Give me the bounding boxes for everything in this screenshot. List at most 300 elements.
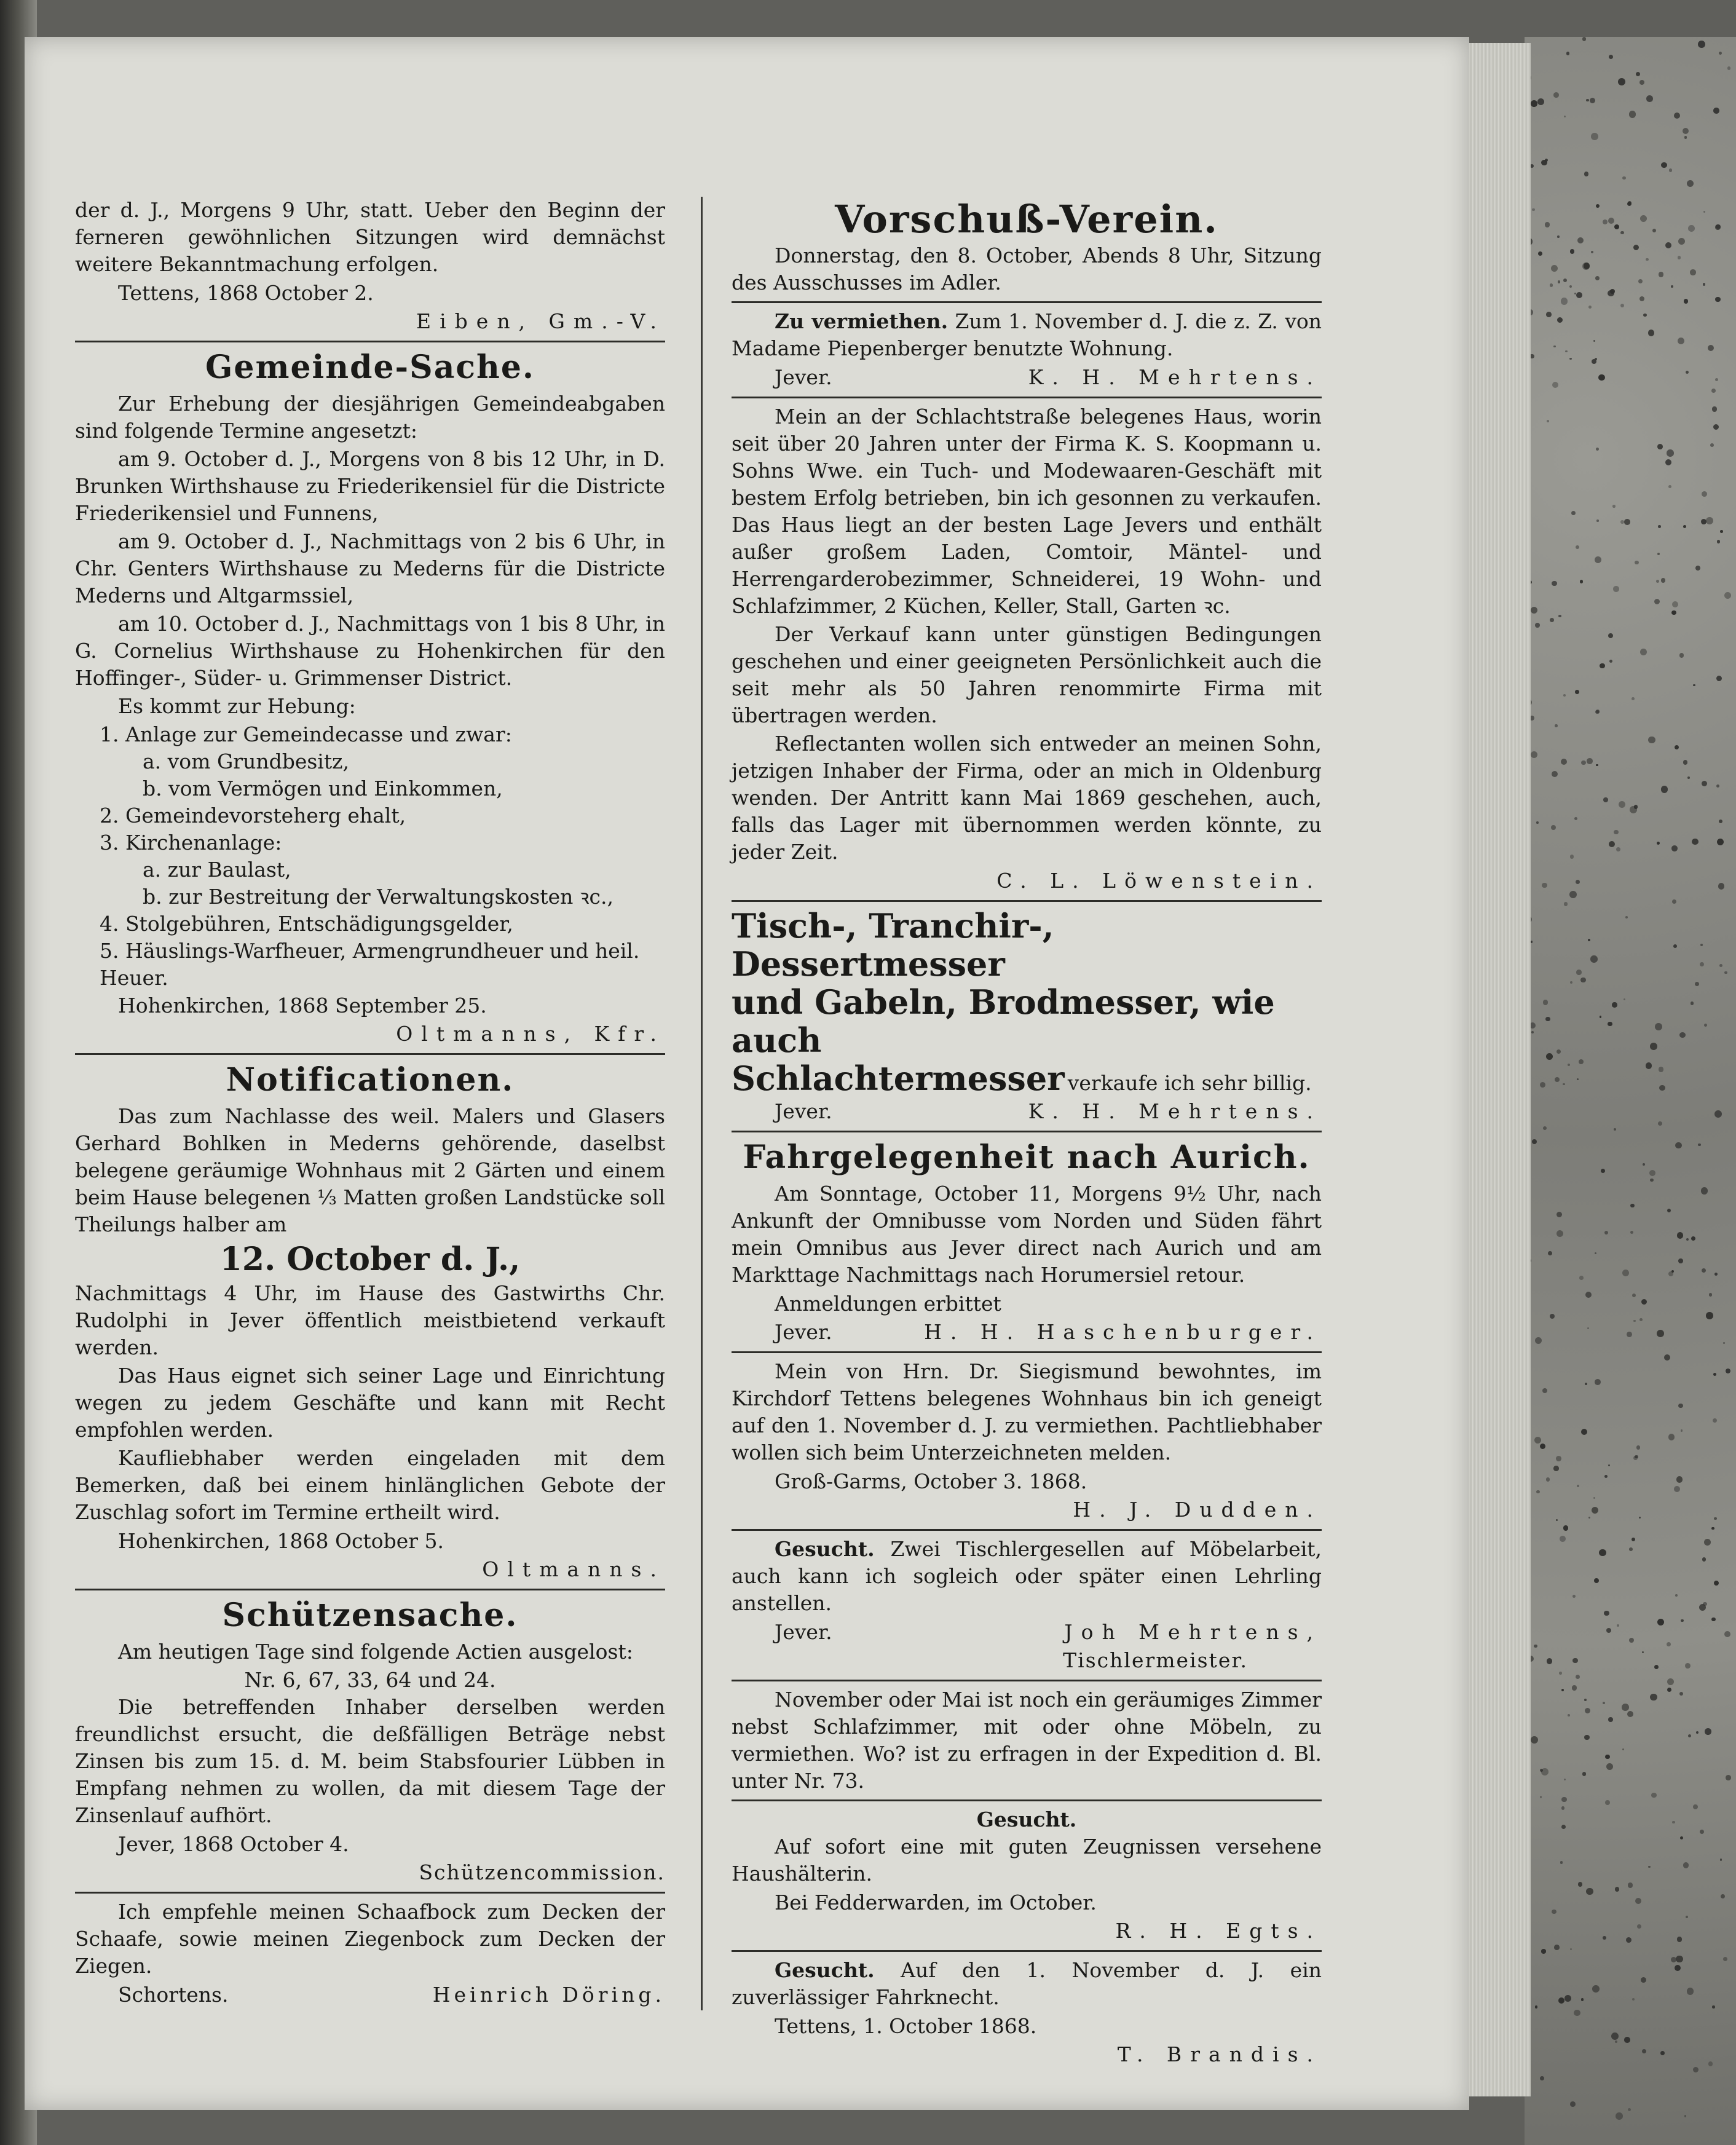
board-speck [1593,1497,1595,1499]
board-speck [1582,1772,1586,1776]
board-speck [1719,964,1722,967]
board-speck [1628,2108,1631,2111]
board-speck [1612,505,1615,507]
board-speck [1633,245,1639,250]
board-speck [1715,224,1721,230]
board-speck [1563,1083,1564,1085]
notif-date: Hohenkirchen, 1868 October 5. [118,1529,444,1553]
board-speck [1560,1536,1566,1542]
gemeinde-list-item: 1. Anlage zur Gemeindecasse und zwar: [100,722,512,746]
board-speck [1671,610,1676,615]
board-speck [1652,229,1656,232]
board-speck [1708,345,1714,351]
board-speck [1574,2010,1580,2016]
board-speck [1574,817,1577,820]
board-speck [1646,1062,1652,1069]
board-speck [1720,530,1723,533]
board-speck [1618,78,1625,85]
board-speck [1595,276,1600,280]
board-speck [1601,1169,1605,1173]
board-speck [1706,1312,1713,1319]
board-speck [1570,249,1575,254]
gemeinde-sub-item: b. vom Vermögen und Einkommen, [143,776,503,800]
board-speck [1568,1714,1570,1716]
board-speck [1605,1800,1611,1806]
gesucht1-text [732,1536,1322,1617]
notif-big-date: 12. October d. J., [219,1241,521,1278]
board-speck [1636,1445,1641,1450]
messer-line3 [732,1059,1322,1097]
messer-rest: verkaufe ich sehr billig. [1067,1071,1312,1095]
board-speck [1534,1437,1541,1444]
board-speck [1609,55,1613,59]
board-speck [1704,1539,1711,1546]
board-speck [1535,1337,1542,1344]
board-speck [1661,786,1668,792]
board-speck [1576,1675,1580,1679]
gemeinde-term: am 9. October d. J., Nachmittags von 2 bis 6 Uhr, in Chr. Genters Wirthshause zu Mederns für die Districte Mederns und Altgarmssiel, [75,529,665,607]
board-speck [1715,297,1720,302]
board-speck [1536,1490,1540,1494]
board-speck [1570,981,1572,984]
board-speck [1679,653,1684,658]
board-speck [1700,962,1704,966]
board-speck [1675,1142,1681,1148]
board-speck [1609,660,1612,663]
board-speck [1675,1965,1681,1971]
board-speck [1629,111,1636,118]
messer-signature-row [732,1097,1322,1126]
board-speck [1586,1888,1593,1895]
board-speck [1608,1717,1613,1722]
board-speck [1712,2005,1714,2008]
board-speck [1695,566,1700,571]
announcement-zimmer [732,1686,1322,1795]
board-speck [1540,1796,1542,1798]
separator-rule [732,1131,1322,1132]
gesucht1-lead: Gesucht. [775,1537,875,1561]
board-speck [1626,1937,1631,1943]
vermiethen-signature-row [732,363,1322,392]
board-speck [1706,517,1713,524]
board-speck [1581,1998,1584,2001]
gesucht3-signature: T. Brandis. [1117,2042,1322,2066]
board-speck [1586,99,1589,102]
board-speck [1681,1429,1683,1432]
board-speck [1570,2101,1576,2107]
board-speck [1656,580,1659,583]
board-speck [1550,283,1553,287]
board-speck [1596,204,1600,208]
board-speck [1641,1977,1646,1983]
board-speck [1552,581,1556,586]
board-speck [1566,52,1570,55]
board-speck [1655,1023,1662,1030]
board-speck [1616,847,1620,851]
board-speck [1676,1956,1683,1963]
board-speck [1552,771,1558,777]
left-column [75,197,665,2009]
board-speck [1688,1734,1691,1737]
board-speck [1603,219,1608,224]
board-speck [1622,1270,1629,1276]
gemeinde-term: am 10. October d. J., Nachmittags von 1 bis 8 Uhr, in G. Cornelius Wirthshause zu Hohenkirchen für den Hoffinger-, Süder- u. Grimmenser District. [75,612,665,690]
zimmer-text: November oder Mai ist noch ein geräumiges Zimmer nebst Schlafzimmer, mit oder ohne Möbeln, zu vermiethen. Wo? ist zu erfragen in der Expedition d. Bl. unter Nr. 73. [732,1688,1322,1793]
board-speck [1726,1775,1731,1780]
board-speck [1561,1797,1566,1802]
board-speck [1531,1736,1538,1744]
separator-rule [732,301,1322,303]
board-speck [1600,1016,1601,1017]
board-speck [1578,1882,1583,1887]
board-speck [1615,1887,1620,1892]
board-speck [1674,113,1680,119]
board-speck [1680,1836,1683,1839]
board-speck [1614,830,1618,834]
messer-line: Tisch-, Tranchir-, Dessertmesser [732,906,1054,984]
board-speck [1711,1527,1714,1530]
board-speck [1564,1779,1566,1780]
vorschuss-text: Donnerstag, den 8. October, Abends 8 Uhr, Sitzung des Ausschusses im Adler. [732,243,1322,294]
board-speck [1553,346,1556,348]
board-speck [1646,258,1648,261]
board-speck [1592,1507,1599,1514]
board-speck [1624,2037,1630,2043]
notif-text: Das zum Nachlasse des weil. Malers und Glasers Gerhard Bohlken in Mederns gehörende, daselbst belegene geräumige Wohnhaus mit 2 Gärten und einem beim Hause belegenen ⅓ Matten großen Landstücke soll Theilungs halber am [75,1104,665,1236]
vermiethen-body: Zum 1. November d. J. die z. Z. von Madame Piepenberger benutzte Wohnung. [732,309,1322,360]
board-speck [1619,801,1625,808]
schuetzen-date: Jever, 1868 October 4. [118,1832,349,1856]
board-speck [1678,338,1684,344]
board-speck [1642,2049,1646,2053]
board-speck [1606,1628,1611,1633]
board-speck [1678,1404,1683,1408]
sitzung-text: der d. J., Morgens 9 Uhr, statt. Ueber den Beginn der ferneren gewöhnlichen Sitzungen wird demnächst weitere Bekanntmachung erfolgen. [75,198,665,276]
board-speck [1614,224,1619,229]
board-speck [1727,66,1731,70]
board-speck [1547,1658,1553,1664]
board-speck [1672,899,1676,904]
board-speck [1717,540,1720,543]
separator-rule [732,1351,1322,1353]
board-speck [1664,1354,1671,1361]
fahr-signature-row [732,1318,1322,1346]
board-speck [1584,1699,1587,1701]
board-speck [1686,1916,1688,1918]
board-speck [1683,760,1687,764]
separator-rule [732,900,1322,902]
board-speck [1667,449,1674,457]
board-speck [1687,776,1690,779]
board-speck [1551,825,1556,830]
schuetzen-text: Am heutigen Tage sind folgende Actien ausgelost: [118,1640,633,1664]
schaaf-signature: Heinrich Döring. [432,1983,665,2007]
right-column [732,197,1322,2069]
board-speck [1595,1379,1601,1385]
announcement-notificationen [75,1060,665,1584]
board-speck [1692,839,1699,845]
gemeinde-heading: Gemeinde-Sache. [205,349,535,386]
board-speck [1542,883,1547,888]
board-speck [1657,553,1660,556]
board-speck [1671,845,1678,851]
announcement-gemeinde [75,347,665,1048]
board-speck [1691,1001,1694,1005]
board-speck [1681,1619,1684,1622]
board-speck [1705,1728,1711,1735]
board-speck [1635,1455,1638,1458]
schuetzen-text: Die betreffenden Inhaber derselben werden freundlichst ersucht, die deßfälligen Beträge nebst Zinsen bis zum 15. d. M. beim Stabsfourier Lübben in Empfang nehmen zu wollen, da mit diesem Tage der Zinsenlauf aufhört. [75,1695,665,1827]
board-speck [1713,424,1719,430]
board-speck [1556,1456,1561,1461]
board-speck [1531,607,1537,614]
gemeinde-term: am 9. October d. J., Morgens von 8 bis 12 Uhr, in D. Brunken Wirthshause zu Friederikensiel für die Districte Friederikensiel und Funnens, [75,447,665,525]
board-speck [1563,694,1566,697]
board-speck [1576,880,1580,884]
board-speck [1603,1936,1606,1940]
board-speck [1585,1708,1590,1713]
board-speck [1613,586,1619,591]
board-speck [1650,1694,1657,1701]
gemeinde-sub-item: b. zur Bestreitung der Verwaltungskosten ꝛc., [143,885,614,909]
board-speck [1603,1702,1605,1704]
messer-line: Schlachtermesser [732,1059,1065,1098]
board-speck [1556,1519,1558,1521]
board-speck [1702,781,1707,786]
notif-text: Nachmittags 4 Uhr, im Hause des Gastwirths Chr. Rudolphi in Jever öffentlich meistbietend verkauft werden. [75,1281,665,1359]
board-speck [1675,1594,1678,1597]
wohnhaus-signature: H. J. Dudden. [1073,1498,1322,1522]
board-speck [1641,1299,1647,1305]
board-speck [1683,525,1686,528]
announcement-schaafbock [75,1898,665,2009]
board-speck [1674,1486,1680,1492]
board-speck [1643,314,1646,317]
board-speck [1620,231,1624,234]
board-speck [1721,1894,1725,1898]
board-speck [1646,95,1652,101]
board-speck [1648,330,1655,336]
board-speck [1609,841,1616,848]
board-speck [1551,265,1558,272]
board-speck [1711,1618,1715,1621]
board-speck [1629,1638,1634,1643]
board-speck [1581,760,1586,765]
board-speck [1540,1082,1545,1088]
board-speck [1668,485,1671,488]
board-speck [1579,1276,1584,1280]
notif-text: Das Haus eignet sich seiner Lage und Einrichtung wegen zu jedem Geschäfte und kann mit Recht empfohlen werden. [75,1364,665,1442]
board-speck [1673,944,1677,948]
notif-text: Kaufliebhaber werden eingeladen mit dem Bemerken, daß bei einem hinlänglichen Gebote der Zuschlag sofort im Termine ertheilt wird. [75,1446,665,1524]
board-speck [1668,1434,1675,1440]
board-speck [1635,1898,1641,1904]
board-speck [1585,1383,1587,1385]
board-speck [1548,1251,1552,1255]
board-speck [1561,1806,1564,1809]
board-speck [1579,1059,1584,1064]
haus-text: Reflectanten wollen sich entweder an meinen Sohn, jetzigen Inhaber der Firma, oder an mich in Oldenburg wenden. Der Antritt kann Mai 1869 geschehen, auch, falls das Lager mit übernommen werden könnte, zu jeder Zeit. [732,732,1322,864]
board-speck [1631,1538,1635,1541]
board-speck [1543,1000,1549,1005]
board-speck [1688,225,1695,232]
board-speck [1679,1032,1685,1038]
board-speck [1632,1998,1635,2001]
board-speck [1595,358,1597,360]
board-speck [1588,1517,1590,1519]
board-speck [1687,180,1694,187]
separator-rule [75,1589,665,1590]
book-cover-board [1525,37,1736,2145]
board-speck [1677,1937,1682,1942]
board-speck [1709,1293,1713,1297]
board-speck [1624,998,1625,1000]
board-speck [1543,1126,1547,1130]
board-speck [1710,443,1714,447]
board-speck [1557,235,1560,238]
board-speck [1591,133,1598,140]
board-speck [1665,459,1671,465]
gesucht2-heading: Gesucht. [976,1807,1077,1831]
board-speck [1555,724,1557,727]
schuetzen-heading: Schützensache. [222,1597,518,1634]
board-speck [1675,745,1679,749]
board-speck [1535,623,1539,627]
board-speck [1639,80,1644,85]
board-speck [1724,592,1732,599]
gesucht2-text: Auf sofort eine mit guten Zeugnissen versehene Haushälterin. [732,1835,1322,1886]
board-speck [1546,312,1552,317]
haus-text: Mein an der Schlachtstraße belegenes Haus, worin seit über 20 Jahren unter der Firma K. S. Koopmann u. Sohns Wwe. ein Tuch- und Modewaaren-Geschäft mit bestem Erfolg betrieben, bin ich gesonnen zu verkaufen. Das Haus liegt an der besten Lage Jevers und enthält außer großem Laden, Comtoir, Mäntel- und Herrengarderobezimmer, Schneiderei, 19 Wohn- und Schlafzimmer, 2 Küchen, Keller, Stall, Garten ꝛc. [732,405,1322,618]
board-speck [1714,1517,1717,1520]
board-speck [1696,1731,1699,1734]
board-speck [1555,1077,1560,1082]
gesucht1-signature: Joh Mehrtens, [1064,1620,1322,1644]
board-speck [1577,1485,1579,1487]
board-speck [1716,676,1722,681]
board-speck [1550,1314,1555,1319]
board-speck [1630,1204,1634,1207]
board-speck [1719,52,1722,55]
board-speck [1633,1320,1635,1322]
board-speck [1700,1830,1705,1835]
board-speck [1561,759,1567,765]
board-speck [1608,218,1614,224]
board-speck [1635,561,1639,565]
separator-rule [732,1529,1322,1531]
board-speck [1702,1557,1706,1562]
board-speck [1580,978,1586,983]
gesucht2-signature: R. H. Egts. [1115,1919,1322,1943]
board-speck [1560,1861,1563,1863]
board-speck [1564,1995,1571,2002]
gemeinde-date: Hohenkirchen, 1868 September 25. [118,993,487,1017]
separator-rule [75,341,665,342]
board-speck [1558,280,1560,283]
board-speck [1538,251,1542,256]
schaaf-signature-row [75,1981,665,2009]
board-speck [1532,208,1535,211]
board-speck [1531,100,1537,107]
announcement-sitzung [75,197,665,336]
board-speck [1711,389,1716,393]
board-speck [1531,1031,1534,1033]
board-speck [1658,1121,1662,1126]
vermiethen-place: Jever. [775,365,832,389]
board-speck [1536,821,1539,824]
board-speck [1672,1821,1675,1823]
gesucht1-title: Tischlermeister. [1063,1648,1248,1672]
board-speck [1724,971,1727,974]
board-speck [1677,1232,1684,1239]
board-speck [1657,444,1663,449]
vermiethen-text [732,308,1322,362]
board-speck [1532,1139,1537,1144]
board-speck [1667,1688,1671,1692]
board-speck [1598,374,1604,381]
board-speck [1701,1187,1708,1194]
board-speck [1712,406,1717,411]
board-speck [1561,1825,1566,1829]
announcement-fahrgelegenheit [732,1137,1322,1346]
gesucht1-body: Zwei Tischlergesellen auf Möbelarbeit, auch kann ich sogleich oder später einen Lehrling anstellen. [732,1537,1322,1615]
gesucht3-text [732,1957,1322,2011]
board-speck [1569,891,1577,898]
board-speck [1683,1862,1689,1868]
board-speck [1691,1236,1695,1241]
gesucht3-date: Tettens, 1. October 1868. [775,2014,1037,2038]
board-speck [1643,1163,1645,1166]
board-speck [1564,902,1568,906]
board-speck [1668,1271,1673,1276]
board-speck [1620,520,1624,524]
board-speck [1622,1704,1629,1711]
board-speck [1582,37,1587,41]
announcement-gesucht-tischler [732,1536,1322,1675]
separator-rule [732,397,1322,398]
board-speck [1572,1658,1578,1664]
board-speck [1640,215,1647,222]
board-speck [1657,1330,1664,1337]
board-speck [1693,684,1695,686]
board-speck [1719,820,1722,823]
board-speck [1720,1859,1722,1861]
announcement-schuetzen [75,1595,665,1887]
messer-signature: K. H. Mehrtens. [1028,1099,1322,1123]
gemeinde-list-item: 3. Kirchenanlage: [100,831,282,855]
sitzung-date: Tettens, 1868 October 2. [118,281,374,305]
schuetzen-numbers: Nr. 6, 67, 33, 64 und 24. [244,1668,496,1692]
board-speck [1625,916,1628,918]
announcement-gesucht-fahrknecht [732,1957,1322,2069]
fahr-signature: H. H. Haschenburger. [924,1320,1322,1344]
board-speck [1620,304,1624,307]
board-speck [1713,1418,1717,1423]
board-speck [1669,168,1672,172]
board-speck [1642,1651,1644,1653]
board-speck [1657,842,1660,845]
board-speck [1545,1017,1550,1021]
board-speck [1622,176,1625,180]
board-speck [1676,1476,1683,1483]
board-speck [1537,98,1544,105]
board-speck [1558,1997,1564,2004]
announcement-vorschuss [732,197,1322,296]
board-speck [1570,855,1574,859]
notif-heading: Notificationen. [226,1061,515,1099]
board-speck [1572,1595,1576,1598]
board-speck [1661,162,1667,168]
